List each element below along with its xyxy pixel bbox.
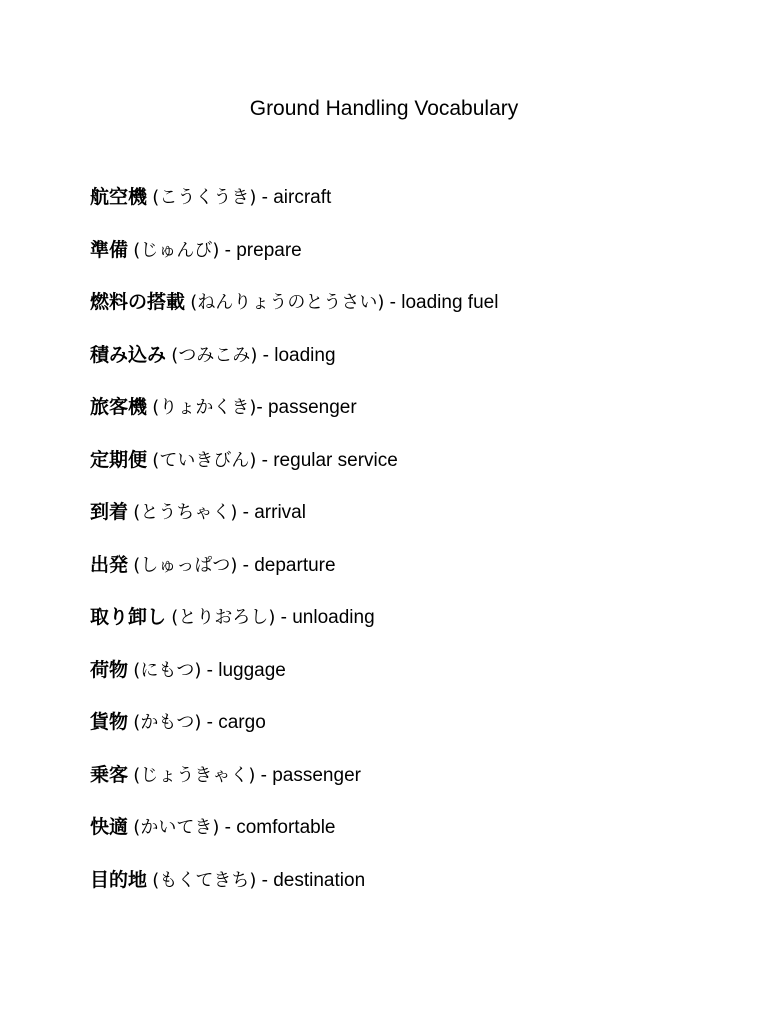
vocabulary-kanji: 航空機 — [90, 186, 148, 208]
vocabulary-kanji: 出発 — [90, 553, 129, 576]
vocabulary-item — [90, 445, 730, 498]
vocabulary-item — [90, 760, 730, 813]
vocabulary-kanji: 快適 — [90, 816, 129, 838]
vocabulary-reading: (にもつ) — [133, 659, 202, 681]
vocabulary-meaning: - cargo — [201, 712, 266, 733]
vocabulary-kanji: 準備 — [90, 238, 129, 261]
vocabulary-item — [90, 550, 730, 603]
vocabulary-reading: (じょうきゃく) — [133, 764, 256, 786]
vocabulary-meaning: - passenger — [255, 764, 361, 786]
vocabulary-reading: (りょかくき) — [152, 397, 257, 418]
vocabulary-item — [90, 287, 730, 340]
vocabulary-kanji: 積み込み — [90, 343, 167, 366]
vocabulary-kanji: 目的地 — [90, 868, 148, 891]
vocabulary-meaning: - prepare — [219, 239, 302, 261]
vocabulary-meaning: - departure — [237, 554, 336, 576]
vocabulary-kanji: 旅客機 — [90, 396, 148, 418]
vocabulary-meaning: - unloading — [275, 607, 375, 628]
vocabulary-item — [90, 812, 730, 865]
vocabulary-kanji: 乗客 — [90, 763, 129, 786]
vocabulary-kanji: 荷物 — [90, 658, 129, 681]
vocabulary-kanji: 燃料の搭載 — [90, 291, 186, 313]
vocabulary-reading: (もくてきち) — [152, 869, 257, 891]
document-title: Ground Handling Vocabulary — [249, 97, 519, 120]
vocabulary-reading: (ねんりょうのとうさい) — [190, 292, 385, 313]
vocabulary-reading: (こうくうき) — [152, 187, 257, 208]
vocabulary-reading: (とりおろし) — [171, 607, 276, 628]
vocabulary-reading: (つみこみ) — [171, 344, 258, 366]
vocabulary-item — [90, 340, 730, 393]
vocabulary-item — [90, 182, 730, 235]
vocabulary-item — [90, 235, 730, 288]
vocabulary-reading: (しゅっぱつ) — [133, 554, 238, 576]
vocabulary-meaning: - regular service — [256, 449, 398, 471]
vocabulary-reading: (じゅんび) — [133, 239, 220, 261]
vocabulary-reading: (かいてき) — [133, 817, 220, 838]
vocabulary-kanji: 取り卸し — [90, 606, 167, 628]
vocabulary-meaning: - aircraft — [256, 187, 332, 208]
vocabulary-meaning: - comfortable — [219, 817, 336, 838]
vocabulary-meaning: - loading — [257, 344, 336, 366]
vocabulary-list — [90, 182, 730, 917]
vocabulary-item — [90, 865, 730, 918]
vocabulary-item — [90, 392, 730, 445]
vocabulary-meaning: - loading fuel — [384, 292, 499, 313]
vocabulary-kanji: 到着 — [90, 501, 129, 523]
vocabulary-item — [90, 707, 730, 760]
vocabulary-reading: (かもつ) — [133, 712, 202, 733]
vocabulary-kanji: 定期便 — [90, 448, 148, 471]
vocabulary-reading: (ていきびん) — [152, 449, 257, 471]
vocabulary-item — [90, 655, 730, 708]
vocabulary-item — [90, 602, 730, 655]
vocabulary-meaning: - arrival — [237, 502, 306, 523]
vocabulary-kanji: 貨物 — [90, 711, 129, 733]
vocabulary-meaning: - destination — [256, 869, 366, 891]
vocabulary-reading: (とうちゃく) — [133, 502, 238, 523]
vocabulary-meaning: - passenger — [256, 397, 357, 418]
vocabulary-meaning: - luggage — [201, 659, 286, 681]
vocabulary-item — [90, 497, 730, 550]
